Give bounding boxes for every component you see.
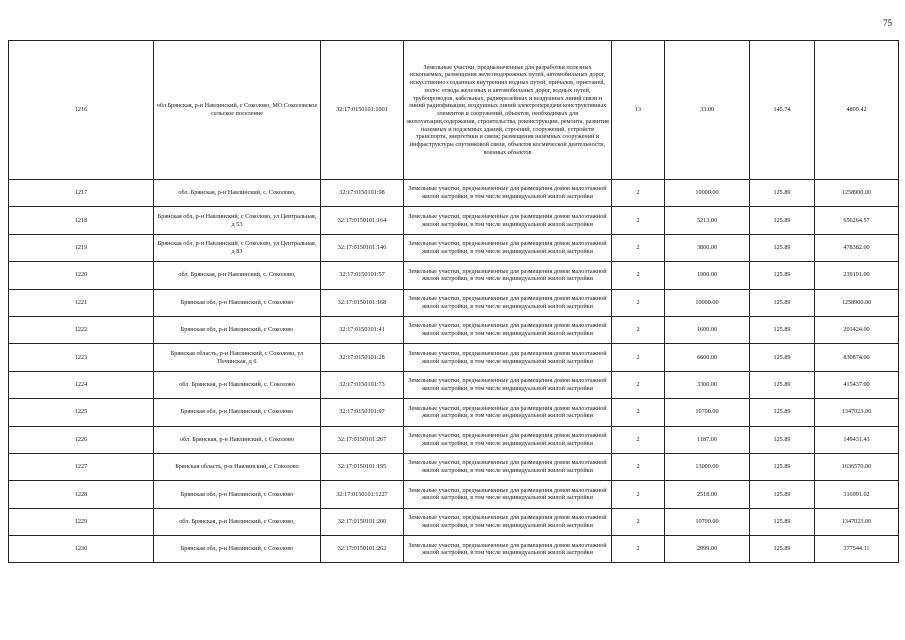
- cell-specific-value: 125.89: [750, 371, 815, 398]
- cell-cadastral-number: 32:17:0150101:1227: [321, 481, 404, 508]
- cell-cadastral-number: 32:17:0150101:164: [321, 207, 404, 234]
- cell-permitted-use: Земельные участки, предназначенные для размещения домов малоэтажной жилой застройки, в том числе индивидуальной жилой застройки: [404, 426, 612, 453]
- cell-specific-value: 125.89: [750, 508, 815, 535]
- cell-cadastral-value: 656264.57: [815, 207, 899, 234]
- cell-specific-value: 125.89: [750, 344, 815, 371]
- cell-area: 3300.00: [665, 371, 750, 398]
- cell-use-code: 2: [612, 481, 665, 508]
- cell-row-number: 1227: [9, 453, 154, 480]
- registry-body: [9, 41, 899, 563]
- cell-permitted-use: Земельные участки, предназначенные для размещения домов малоэтажной жилой застройки, в том числе индивидуальной жилой застройки: [404, 316, 612, 343]
- cell-cadastral-number: 32:17:0150101:97: [321, 399, 404, 426]
- cell-cadastral-value: 316991.02: [815, 481, 899, 508]
- cell-address: обл. Брянская, р-н Навлинский, с. Соколово: [154, 371, 321, 398]
- cell-cadastral-number: 32:17:0150101:73: [321, 371, 404, 398]
- cell-permitted-use: Земельные участки, предназначенные для размещения домов малоэтажной жилой застройки, в том числе индивидуальной жилой застройки: [404, 289, 612, 316]
- cell-cadastral-value: 1258900.00: [815, 180, 899, 207]
- cell-row-number: 1229: [9, 508, 154, 535]
- cell-address: обл. Брянская, р-н Навлинский, с. Соколово,: [154, 180, 321, 207]
- cell-use-code: 13: [612, 41, 665, 180]
- cell-row-number: 1219: [9, 234, 154, 261]
- table-row: [9, 426, 899, 453]
- cell-specific-value: 125.89: [750, 234, 815, 261]
- table-row: [9, 207, 899, 234]
- cell-specific-value: 125.89: [750, 207, 815, 234]
- table-row: [9, 262, 899, 289]
- cell-address: Брянская обл, р-н Навлинский, с Соколово: [154, 536, 321, 563]
- cell-use-code: 2: [612, 453, 665, 480]
- table-row: [9, 536, 899, 563]
- cell-permitted-use: Земельные участки, предназначенные для размещения домов малоэтажной жилой застройки, в том числе индивидуальной жилой застройки: [404, 399, 612, 426]
- cell-area: 2999.00: [665, 536, 750, 563]
- cell-row-number: 1224: [9, 371, 154, 398]
- table-row: [9, 289, 899, 316]
- cell-address: Брянская обл, р-н Навлинский, с Соколово: [154, 399, 321, 426]
- cell-specific-value: 125.89: [750, 399, 815, 426]
- cell-specific-value: 125.89: [750, 481, 815, 508]
- cell-permitted-use: Земельные участки, предназначенные для размещения домов малоэтажной жилой застройки, в том числе индивидуальной жилой застройки: [404, 344, 612, 371]
- table-row: [9, 344, 899, 371]
- cell-cadastral-value: 1347023.00: [815, 508, 899, 535]
- cell-address: Брянская обл, р-н Навлинский, с Соколово: [154, 481, 321, 508]
- cell-cadastral-number: 32:17:0150101:267: [321, 426, 404, 453]
- cell-cadastral-number: 32:17:0150101:262: [321, 536, 404, 563]
- cell-use-code: 2: [612, 399, 665, 426]
- cell-cadastral-value: 1347023.00: [815, 399, 899, 426]
- cell-area: 10700.00: [665, 399, 750, 426]
- cell-cadastral-value: 4809.42: [815, 41, 899, 180]
- cell-area: 1900.00: [665, 262, 750, 289]
- cell-row-number: 1216: [9, 41, 154, 180]
- cell-address: Брянская область, р-н Навлинский, с Соколово, ул Печинская, д 6: [154, 344, 321, 371]
- cell-permitted-use: Земельные участки, предназначенные для размещения домов малоэтажной жилой застройки, в том числе индивидуальной жилой застройки: [404, 207, 612, 234]
- cell-row-number: 1220: [9, 262, 154, 289]
- cell-cadastral-value: 239191.00: [815, 262, 899, 289]
- cell-area: 6600.00: [665, 344, 750, 371]
- table-row: [9, 453, 899, 480]
- cell-area: 10700.00: [665, 508, 750, 535]
- cell-cadastral-value: 377544.11: [815, 536, 899, 563]
- table-row: [9, 508, 899, 535]
- cell-address: Брянская обл, р-н Навлинский, с Соколово: [154, 316, 321, 343]
- cell-use-code: 2: [612, 316, 665, 343]
- cell-cadastral-value: 478382.00: [815, 234, 899, 261]
- cell-cadastral-number: 32:17:0150101:200: [321, 508, 404, 535]
- cell-row-number: 1221: [9, 289, 154, 316]
- cell-cadastral-number: 32:17:0150101:98: [321, 180, 404, 207]
- cell-address: обл. Брянская, р-н Навлинский, с. Соколово,: [154, 262, 321, 289]
- cell-permitted-use: Земельные участки, предназначенные для размещения домов малоэтажной жилой застройки, в том числе индивидуальной жилой застройки: [404, 481, 612, 508]
- cell-address: Брянская обл, р-н Навлинский, с Соколово: [154, 289, 321, 316]
- cell-address: Брянская обл, р-н Навлинский, с Соколово, ул Центральная, д 53: [154, 207, 321, 234]
- cell-permitted-use: Земельные участки, предназначенные для размещения домов малоэтажной жилой застройки, в том числе индивидуальной жилой застройки: [404, 508, 612, 535]
- cell-row-number: 1230: [9, 536, 154, 563]
- cell-specific-value: 125.89: [750, 453, 815, 480]
- cell-row-number: 1225: [9, 399, 154, 426]
- cell-cadastral-number: 32:17:0150101:146: [321, 234, 404, 261]
- cell-address: обл. Брянская, р-н Навлинский, с Соколово,: [154, 508, 321, 535]
- table-row: [9, 41, 899, 180]
- cell-address: Брянская область, р-н Навлинский, с Соколово: [154, 453, 321, 480]
- cell-row-number: 1217: [9, 180, 154, 207]
- cell-cadastral-number: 32:17:0150101:168: [321, 289, 404, 316]
- page-number: 75: [883, 18, 892, 28]
- cell-cadastral-value: 149431.43: [815, 426, 899, 453]
- cell-area: 13000.00: [665, 453, 750, 480]
- table-row: [9, 481, 899, 508]
- table-row: [9, 399, 899, 426]
- cell-permitted-use: Земельные участки, предназначенные для размещения домов малоэтажной жилой застройки, в том числе индивидуальной жилой застройки: [404, 453, 612, 480]
- cell-permitted-use: Земельные участки, предназначенные для размещения домов малоэтажной жилой застройки, в том числе индивидуальной жилой застройки: [404, 262, 612, 289]
- cell-area: 3800.00: [665, 234, 750, 261]
- cell-row-number: 1226: [9, 426, 154, 453]
- cell-area: 10000.00: [665, 289, 750, 316]
- cell-use-code: 2: [612, 289, 665, 316]
- cell-row-number: 1222: [9, 316, 154, 343]
- cell-cadastral-number: 32:17:0150101:41: [321, 316, 404, 343]
- cell-permitted-use: Земельные участки, предназначенные для размещения домов малоэтажной жилой застройки, в том числе индивидуальной жилой застройки: [404, 180, 612, 207]
- cell-use-code: 2: [612, 371, 665, 398]
- cell-cadastral-number: 32:17:0150101:28: [321, 344, 404, 371]
- cell-permitted-use: Земельные участки, предназначенные для размещения домов малоэтажной жилой застройки, в том числе индивидуальной жилой застройки: [404, 536, 612, 563]
- cell-cadastral-number: 32:17:0150101:57: [321, 262, 404, 289]
- cell-row-number: 1218: [9, 207, 154, 234]
- cell-row-number: 1223: [9, 344, 154, 371]
- cell-area: 10000.00: [665, 180, 750, 207]
- cell-specific-value: 125.89: [750, 316, 815, 343]
- cell-specific-value: 125.89: [750, 536, 815, 563]
- cell-specific-value: 125.89: [750, 262, 815, 289]
- cell-use-code: 2: [612, 180, 665, 207]
- cell-area: 1187.00: [665, 426, 750, 453]
- table-row: [9, 234, 899, 261]
- cell-area: 33.00: [665, 41, 750, 180]
- cell-use-code: 2: [612, 262, 665, 289]
- cell-specific-value: 125.89: [750, 426, 815, 453]
- cell-cadastral-number: 32:17:0150101:195: [321, 453, 404, 480]
- cell-cadastral-value: 415437.00: [815, 371, 899, 398]
- cell-cadastral-number: 32:17:0150101:1001: [321, 41, 404, 180]
- cell-specific-value: 125.89: [750, 289, 815, 316]
- cell-cadastral-value: 830874.00: [815, 344, 899, 371]
- cell-permitted-use: Земельные участки, предназначенные для размещения домов малоэтажной жилой застройки, в том числе индивидуальной жилой застройки: [404, 371, 612, 398]
- cell-cadastral-value: 201424.00: [815, 316, 899, 343]
- cell-row-number: 1228: [9, 481, 154, 508]
- cell-specific-value: 125.89: [750, 180, 815, 207]
- cell-permitted-use: Земельные участки, предназначенные для размещения домов малоэтажной жилой застройки, в том числе индивидуальной жилой застройки: [404, 234, 612, 261]
- table-row: [9, 316, 899, 343]
- cell-use-code: 2: [612, 234, 665, 261]
- cell-address: Брянская обл, р-н Навлинский, с Соколово, ул Центральная, д 83: [154, 234, 321, 261]
- cell-area: 5213.00: [665, 207, 750, 234]
- cell-cadastral-value: 1258900.00: [815, 289, 899, 316]
- table-row: [9, 371, 899, 398]
- cell-use-code: 2: [612, 508, 665, 535]
- land-registry-table: [8, 40, 899, 563]
- cell-use-code: 2: [612, 426, 665, 453]
- table-row: [9, 180, 899, 207]
- cell-address: обл. Брянская, р-н Навлинский, с Соколово: [154, 426, 321, 453]
- cell-area: 2518.00: [665, 481, 750, 508]
- cell-use-code: 2: [612, 536, 665, 563]
- cell-address: обл Брянская, р-н Навлинский, с Соколово, МО Соколовское сельское поселение: [154, 41, 321, 180]
- cell-area: 1600.00: [665, 316, 750, 343]
- cell-permitted-use: Земельные участки, предназначенные для разработки полезных ископаемых, размещения железнодорожных путей, автомобильных дорог, искусственно созданных внутренних водных путей, причалов, пристаней, полос отвода железных и автомобильных дорог, водных путей, трубопроводов, кабельных, радиорелейных и воздушных линий связи и линий радиофикации, воздушных линий электропередачи конструктивных элементов и сооружений, объектов, необходимых для эксплуатации,содержания, строительства, реконструкции, ремонта, развития наземных и подземных зданий, строений, сооружений, устройств транспорта, энергетики и связи; размещения наземных сооружений и инфраструктуры спутниковой связи, объектов космической деятельности, военных объектов: [404, 41, 612, 180]
- cell-specific-value: 145.74: [750, 41, 815, 180]
- cell-use-code: 2: [612, 344, 665, 371]
- cell-cadastral-value: 1636570.00: [815, 453, 899, 480]
- cell-use-code: 2: [612, 207, 665, 234]
